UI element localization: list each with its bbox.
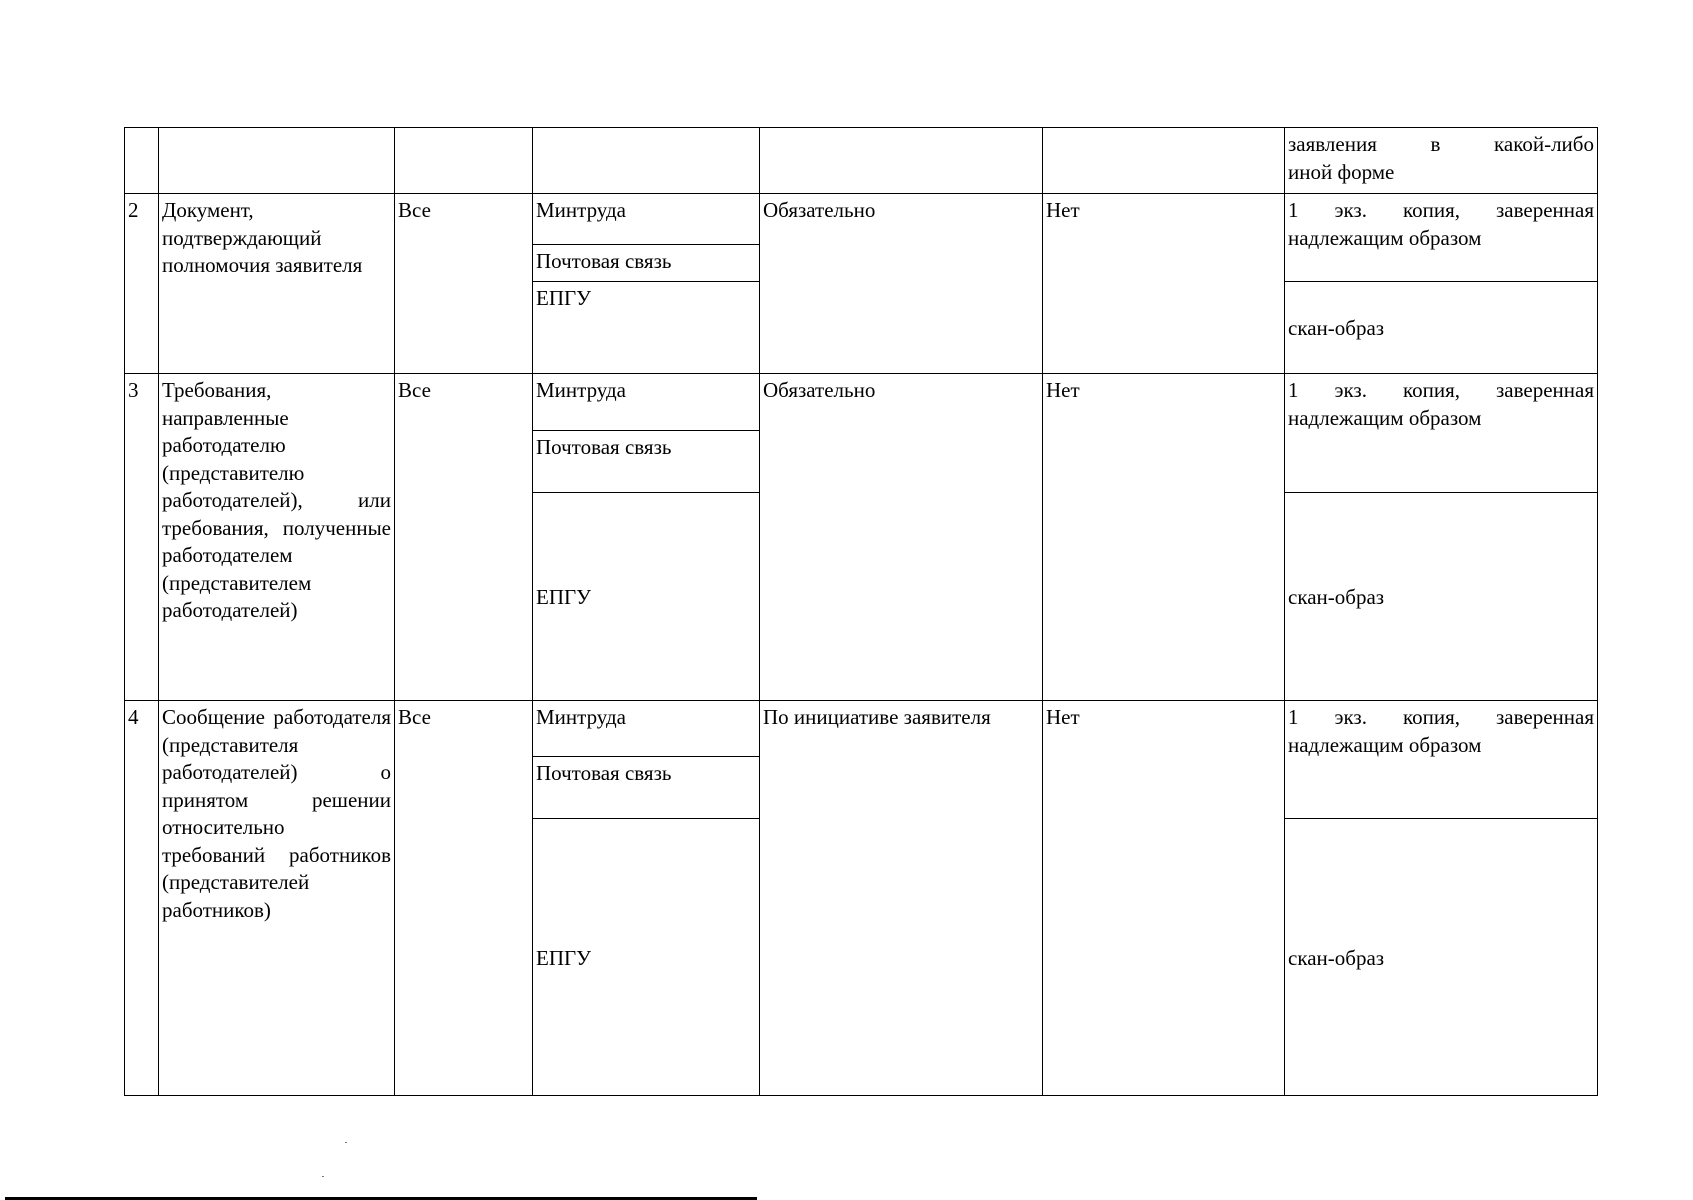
table-row	[125, 194, 1598, 245]
cell-obligation: Обязательно	[760, 374, 1043, 701]
cell-form: скан-образ	[1285, 282, 1598, 374]
cell-channel: Почтовая связь	[533, 431, 760, 493]
cell-name: Сообщение работодателя (представителя работодателей) о принятом решении относительно требований работников (представителей работников)	[159, 701, 395, 1096]
cell-condition: Нет	[1043, 701, 1285, 1096]
cell-channel: ЕПГУ	[533, 282, 760, 374]
cell-channel: Минтруда	[533, 701, 760, 757]
cell-name: Требования, направленные работодателю (представителю работодателей), или требования, полученные работодателем (представителем работодателей)	[159, 374, 395, 701]
cell-category: Все	[395, 701, 533, 1096]
table-row	[125, 701, 1598, 757]
cell-name: Документ, подтверждающий полномочия заявителя	[159, 194, 395, 374]
cell-form: 1 экз. копия, заверенная надлежащим образом	[1285, 701, 1598, 819]
form-text-line2: иной форме	[1288, 159, 1395, 184]
table-row-continuation	[125, 128, 1598, 194]
cell-obligation: По инициативе заявителя	[760, 701, 1043, 1096]
scan-speck	[345, 1142, 347, 1143]
cell-condition: Нет	[1043, 374, 1285, 701]
cell-num: 3	[125, 374, 159, 701]
scan-speck	[322, 1176, 324, 1177]
cell-channel	[533, 128, 760, 194]
cell-obligation	[760, 128, 1043, 194]
cell-channel: Минтруда	[533, 194, 760, 245]
cell-name	[159, 128, 395, 194]
cell-channel: Почтовая связь	[533, 245, 760, 282]
cell-form: скан-образ	[1285, 819, 1598, 1096]
cell-num: 2	[125, 194, 159, 374]
cell-form: скан-образ	[1285, 493, 1598, 701]
cell-category	[395, 128, 533, 194]
form-text-line1: заявления в какой-либо	[1288, 132, 1594, 156]
cell-form	[1285, 128, 1598, 194]
cell-obligation: Обязательно	[760, 194, 1043, 374]
documents-table	[124, 127, 1598, 1096]
cell-channel: ЕПГУ	[533, 819, 760, 1096]
cell-condition	[1043, 128, 1285, 194]
cell-category: Все	[395, 194, 533, 374]
cell-channel: Минтруда	[533, 374, 760, 431]
cell-form: 1 экз. копия, заверенная надлежащим образом	[1285, 374, 1598, 493]
cell-channel: ЕПГУ	[533, 493, 760, 701]
cell-form: 1 экз. копия, заверенная надлежащим образом	[1285, 194, 1598, 282]
cell-condition: Нет	[1043, 194, 1285, 374]
cell-category: Все	[395, 374, 533, 701]
table-row	[125, 374, 1598, 431]
cell-num: 4	[125, 701, 159, 1096]
cell-num	[125, 128, 159, 194]
cell-channel: Почтовая связь	[533, 757, 760, 819]
